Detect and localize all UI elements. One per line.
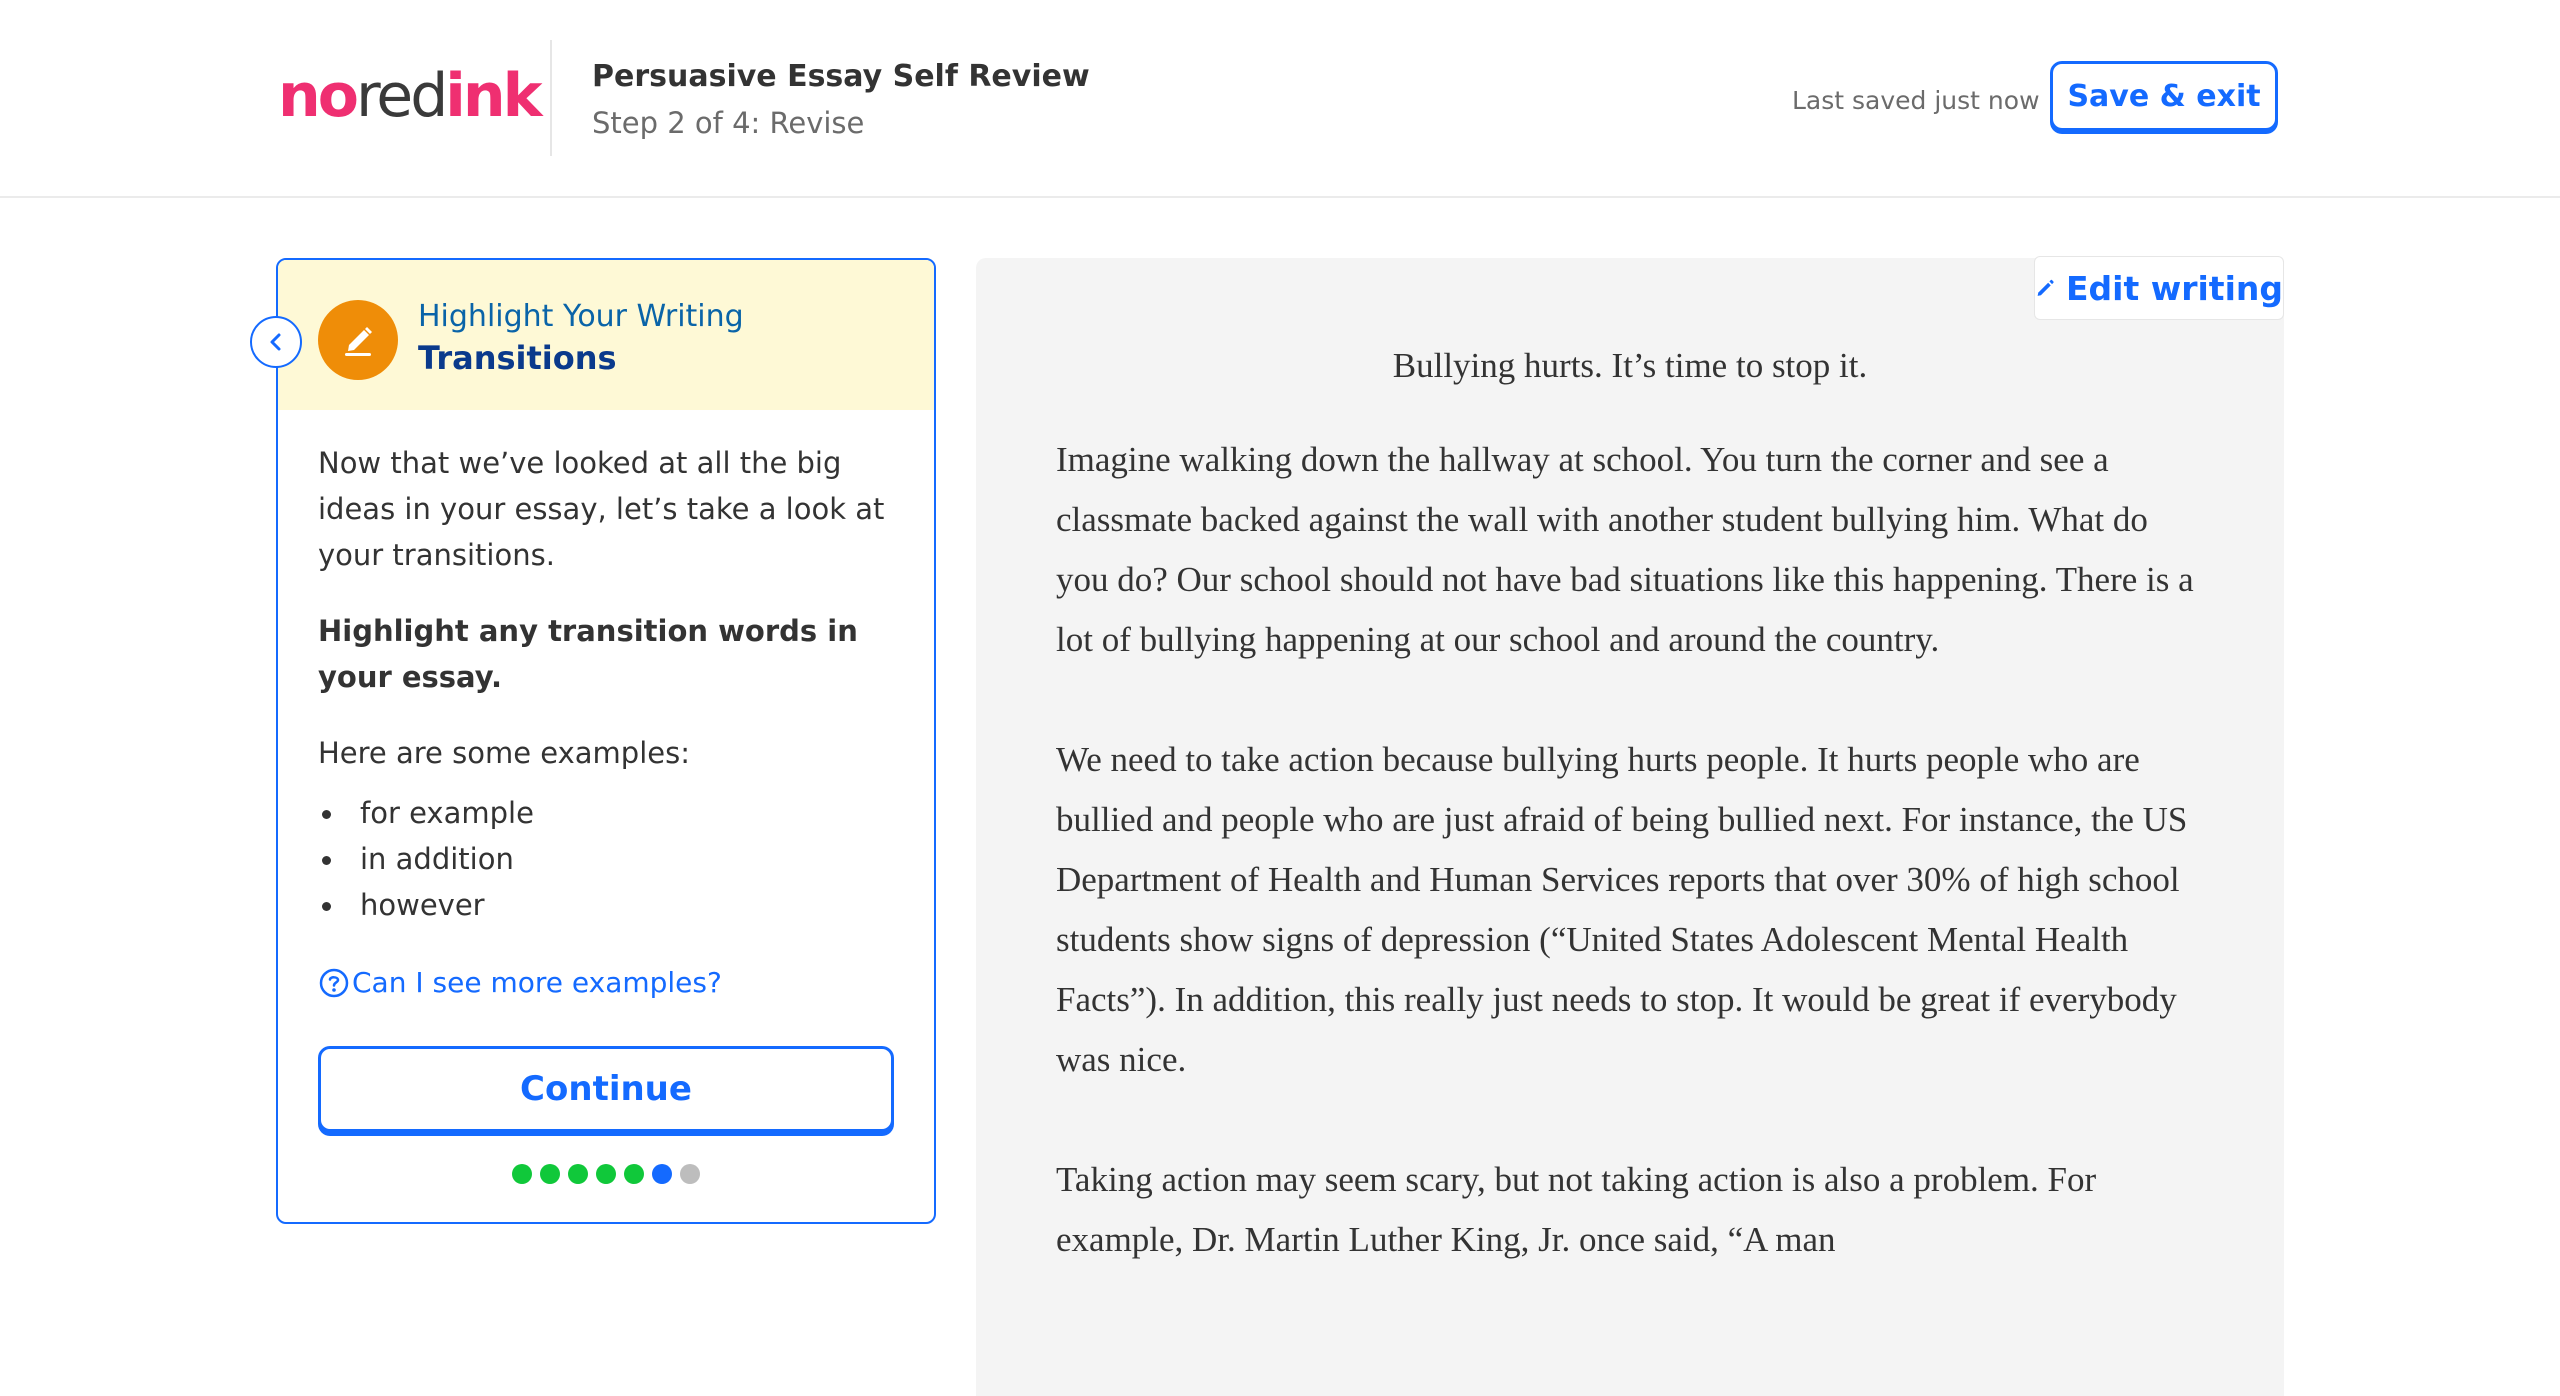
guidance-panel-header <box>278 260 934 410</box>
save-status: Last saved just now <box>1792 86 2040 115</box>
progress-dot <box>624 1164 644 1184</box>
essay-paragraph[interactable]: We need to take action because bullying hurts people. It hurts people who are bullied and people who are just afraid of being bullied next. For instance, the US Department of Health and Human Services reports that over 30% of high school students show signs of depression (“United States Adolescent Mental Health Facts”). In addition, this really just needs to stop. It would be great if everybody was nice. <box>1056 740 2188 1079</box>
more-examples-label: Can I see more examples? <box>352 966 722 999</box>
guidance-intro: Now that we’ve looked at all the big ideas in your essay, let’s take a look at your transitions. <box>318 446 885 572</box>
header-divider <box>550 40 552 156</box>
more-examples-link[interactable] <box>318 966 722 999</box>
examples-intro: Here are some examples: <box>318 736 690 770</box>
example-item: in addition <box>318 836 898 882</box>
example-item: however <box>318 882 898 928</box>
edit-writing-button[interactable] <box>2034 256 2284 320</box>
step-indicator: Step 2 of 4: Revise <box>592 106 865 140</box>
logo-part-no: no <box>278 61 356 131</box>
progress-dot <box>512 1164 532 1184</box>
progress-dot <box>680 1164 700 1184</box>
guidance-kicker: Highlight Your Writing <box>418 299 744 334</box>
guidance-title: Transitions <box>418 339 617 377</box>
save-and-exit-button[interactable]: Save & exit <box>2050 61 2278 131</box>
edit-writing-label: Edit writing <box>2065 268 2283 308</box>
help-circle-icon <box>318 967 350 999</box>
essay-title: Bullying hurts. It’s time to stop it. <box>1392 346 1868 385</box>
essay-paragraph[interactable]: Imagine walking down the hallway at school. You turn the corner and see a classmate backed against the wall with another student bullying him. What do you do? Our school should not have bad situations like this happening. There is a lot of bullying happening at our school and around the country. <box>1056 440 2194 659</box>
examples-list <box>318 790 898 928</box>
progress-dot <box>596 1164 616 1184</box>
progress-dot <box>568 1164 588 1184</box>
guidance-panel <box>276 258 936 1224</box>
progress-dots <box>512 1164 700 1184</box>
guidance-instruction: Highlight any transition words in your essay. <box>318 614 858 694</box>
logo-part-red: red <box>355 61 446 131</box>
example-item: for example <box>318 790 898 836</box>
assignment-title: Persuasive Essay Self Review <box>592 59 1090 94</box>
logo-part-ink: ink <box>445 61 540 131</box>
essay-text[interactable] <box>1056 430 2196 1330</box>
progress-dot <box>652 1164 672 1184</box>
noredink-logo[interactable] <box>278 60 539 132</box>
guidance-body <box>318 440 898 928</box>
essay-panel <box>976 258 2284 1396</box>
collapse-panel-button[interactable] <box>250 316 302 368</box>
top-header <box>0 0 2560 198</box>
pencil-icon <box>2035 272 2056 304</box>
highlighter-pen-icon <box>318 300 398 380</box>
chevron-left-icon <box>264 330 288 354</box>
continue-button[interactable]: Continue <box>318 1046 894 1132</box>
progress-dot <box>540 1164 560 1184</box>
essay-paragraph[interactable]: Taking action may seem scary, but not taking action is also a problem. For example, Dr. Martin Luther King, Jr. once said, “A man <box>1056 1160 2097 1259</box>
